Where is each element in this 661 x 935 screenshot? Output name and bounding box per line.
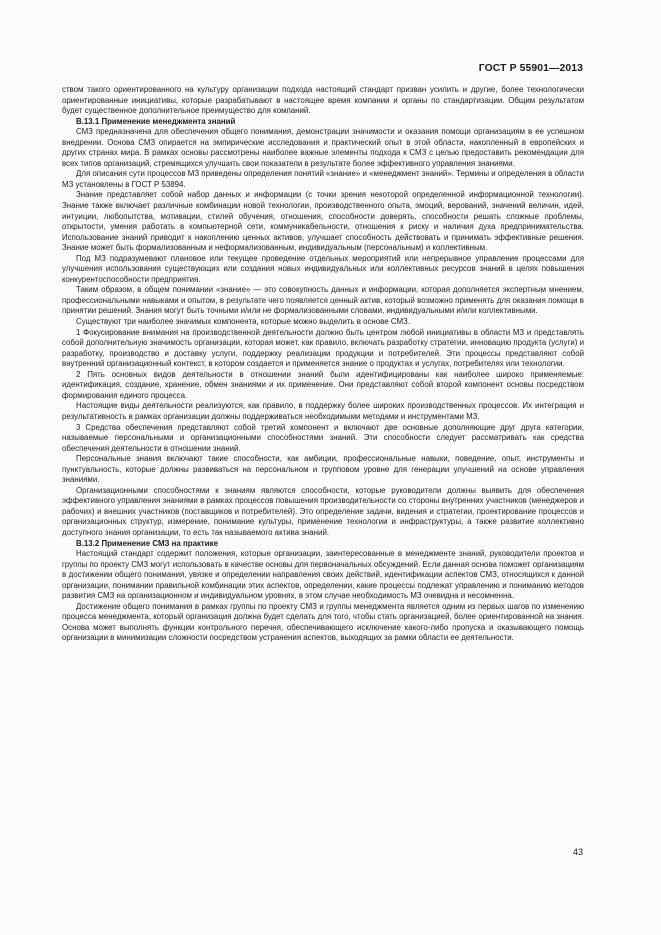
paragraph: Достижение общего понимания в рамках группы по проекту СМЗ и группы менеджмента является одним из первых шагов по изменению процесса менеджмента, который организация должна будет сделать для того, чтобы стать организацией, более ориентированной на знания. Основа может выполнять функции контрольного перечня, обеспечивающего исключение какого-либо пропуска и оказывающего помощь организации в минимизации сложности посредством устранения аспектов, выходящих за рамки области ее деятельности. bbox=[62, 601, 584, 643]
paragraph: Таким образом, в общем понимании «знание» — это совокупность данных и информации, которая дополняется экспертным мнением, профессиональными навыками и опытом, в результате чего появляется ценный актив, который возможно применять для оказания помощи в принятии решений. Знания могут быть точными и/или не формализованными словами, индивидуальными и/или коллективными. bbox=[62, 285, 584, 316]
paragraph: 2 Пять основных видов деятельности в отношении знаний были идентифицированы как наиболее широко применяемые: идентификация, создание, хранение, обмен знаниями и их применение. Они представляют собой второй компонент основы посредством формирования единого процесса. bbox=[62, 369, 584, 400]
body-text bbox=[62, 85, 584, 644]
paragraph: 1 Фокусирование внимания на производственной деятельности должно быть центром любой инициативы в области МЗ и представлять собой дополнительную значимость организации, которая может, как правило, включать разработку стратегии, инновацию продукта (услуги) и разработку, производство и доставку услуги, поддержку реализации продукции и потребителей. Эти процессы представляют собой внутренний организационный контекст, в котором создается и применяется знание о продуктах и услугах, потребителях или технологии. bbox=[62, 327, 584, 369]
section-heading: В.13.1 Применение менеджмента знаний bbox=[76, 116, 236, 126]
page-number: 43 bbox=[572, 847, 583, 857]
paragraph: Для описания сути процессов МЗ приведены определения понятий «знание» и «менеджмент знаний». Термины и определения в области МЗ установлены в ГОСТ Р 53894. bbox=[62, 169, 584, 189]
paragraph: 3 Средства обеспечения представляют собой третий компонент и включают две основные дополняющие друг друга категории, называемые персональными и организационными способностями знаний. Эти способности следует рассматривать как средства обеспечения деятельности в отношении знаний. bbox=[62, 422, 584, 453]
section-heading: В.13.2 Применение СМЗ на практике bbox=[76, 538, 218, 548]
paragraph: ством такого ориентированного на культуру организации подхода настоящий стандарт призван усилить и другие, более технологически ориентированные инициативы, которые разрабатывают в настоящее время компании и органы по стандартизации. Общим результатом будет существенное дополнительное преимущество для компаний. bbox=[62, 85, 584, 116]
paragraph: Под МЗ подразумевают плановое или текущее проведение отдельных мероприятий или непрерывное управление процессами для улучшения использования существующих или создания новых индивидуальных или коллективных ресурсов знаний в целях повышения конкурентоспособности предприятия. bbox=[62, 253, 584, 284]
paragraph: Настоящий стандарт содержит положения, которые организации, заинтересованные в менеджменте знаний, руководители проектов и группы по проекту СМЗ могут использовать в качестве основы для первоначальных обсуждений. Если данная основа поможет организациям в достижении общего понимания, увязке и определении направления своих действий, идентификации аспектов СМЗ, относящихся к данной организации, понимании правильной комбинации этих аспектов, определении, какие процессы подлежат управлению и пониманию методов развития СМЗ на организационном и индивидуальном уровнях, в этом случае необходимость МЗ очевидна и несомненна. bbox=[62, 549, 584, 601]
paragraph: СМЗ предназначена для обеспечения общего понимания, демонстрации значимости и оказания помощи организациям в ее успешном внедрении. Основа СМЗ опирается на эмпирические исследования и практический опыт в этой области, накопленный в европейских и других странах мира. В рамках основы рассмотрены наиболее важные элементы подхода к СМЗ с целью предоставить рекомендации для всех типов организаций, стремящихся улучшить свои показатели в результате более эффективного управления знаниями. bbox=[62, 127, 584, 168]
document-code: ГОСТ Р 55901—2013 bbox=[478, 63, 583, 74]
paragraph: Организационными способностями к знаниям являются способности, которые руководители должны выявить для обеспечения эффективного управления знаниями в рамках процессов повышения производительности со стороны внутренних участников (менеджеров и рабочих) и внешних участников (поставщиков и потребителей). Это определение задачи, видения и стратегии, проектирование процессов и организационных структур, измерение, понимание культуры, применение технологии и инфраструктуры, а также развитие коллективно доступного знания организации, то есть так называемого актива знаний. bbox=[62, 485, 584, 537]
paragraph: Знание представляет собой набор данных и информации (с точки зрения некоторой определенной информационной технологии). Знание также включает различные комбинации новой технологии, производственного опыта, эмоций, верований, значений величин, идей, интуиции, любопытства, мотивации, стилей обучения, отношения, способности доверять, способности решать сложные проблемы, открытости, умения работать в компьютерной сети, коммуникабельности, отношения к риску и наличия духа предпринимательства. Использование знаний приводит к накоплению ценных активов, улучшает способность действовать и принимать эффективные решения. Знание может быть формализованным и неформализованным, индивидуальным (персональным) и коллективным. bbox=[62, 190, 584, 253]
paragraph: Персональные знания включают такие способности, как амбиции, профессиональные навыки, поведение, опыт, инструменты и пунктуальность, которые должны развиваться на персональном и групповом уровне для генерации улучшений на основе управления знаниями. bbox=[62, 454, 584, 485]
paragraph: Существуют три наиболее значимых компонента, которые можно выделить в основе СМЗ. bbox=[76, 317, 410, 327]
paragraph: Настоящие виды деятельности реализуются, как правило, в поддержку более широких производственных процессов. Их интеграция и результативность в рамках организации должны поддерживаться необходимыми методами и инструментами МЗ. bbox=[62, 401, 584, 421]
